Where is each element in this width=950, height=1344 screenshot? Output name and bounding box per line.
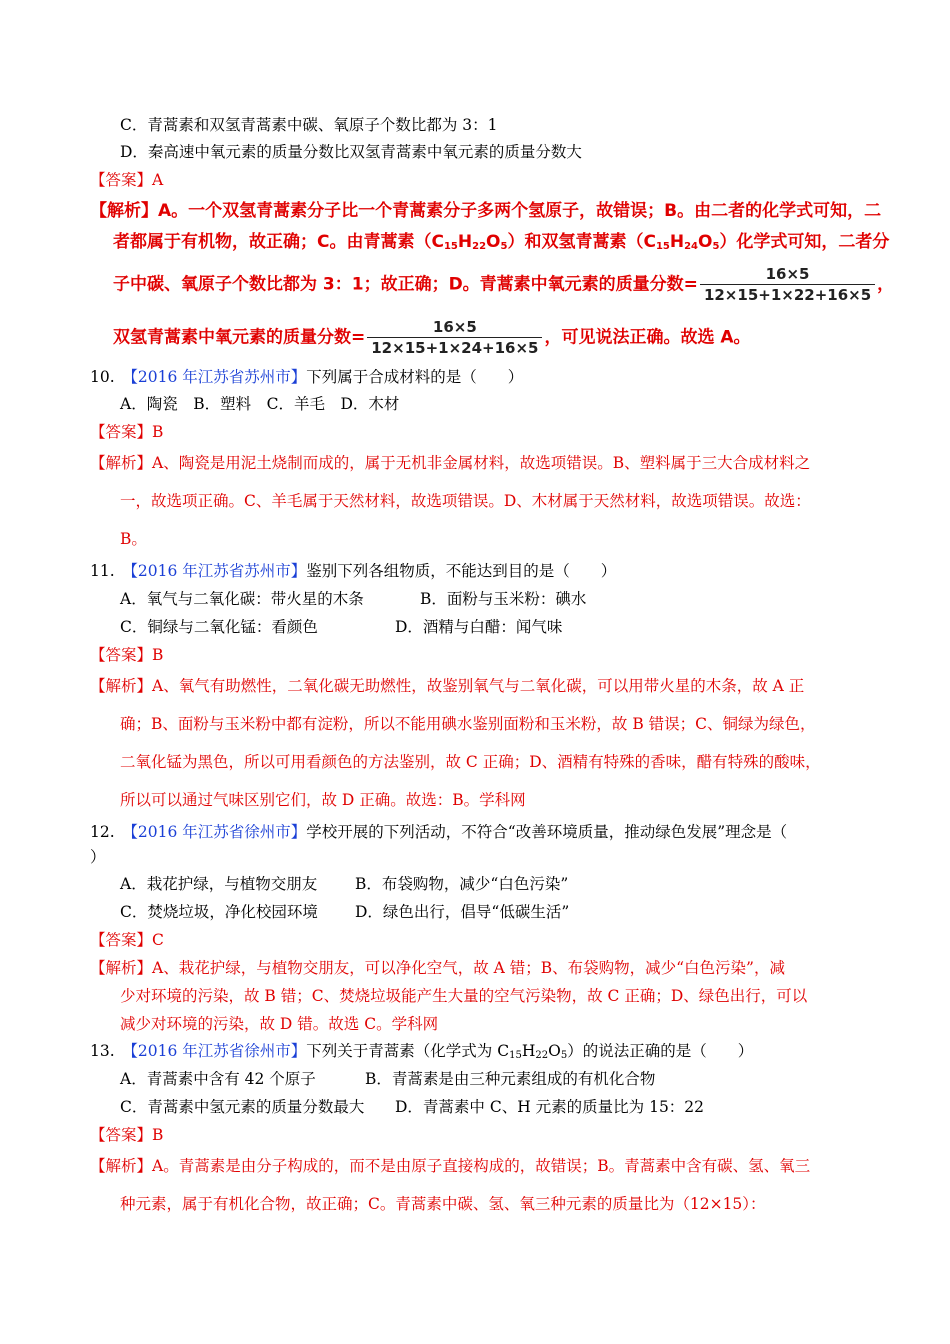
q12-answer: 【答案】C: [90, 931, 164, 949]
fraction-oxygen-dihydro: $\frac{16\times 5}{12\times 15+1\times 24+16\times 5}$: [367, 318, 542, 357]
q11-option-d: D．酒精与白醋：闻气味: [395, 618, 563, 636]
q13-stem: 13. 【2016 年江苏省徐州市】下列关于青蒿素（化学式为 $C_{15}H_{22}O_5$）的说法正确的是（ ）: [90, 1042, 754, 1061]
q11-option-a: A．氧气与二氧化碳：带火星的木条: [120, 590, 364, 608]
q12-stem-end: ）: [90, 848, 106, 866]
q9-analysis-line4: 双氢青蒿素中氧元素的质量分数= $\frac{16\times 5}{12\times 15+1\times 24+16\times 5}$ ，可见说法正确。故选 A。: [113, 318, 751, 357]
q9-analysis-line3: 子中碳、氧原子个数比都为 3：1；故正确；D。青蒿素中氧元素的质量分数= $\frac{16\times 5}{12\times 15+1\times 22+16\times 5}$ ，: [113, 265, 895, 304]
q9-analysis-line2: 者都属于有机物，故正确；C。由青蒿素$(C_{15}H_{22}O_5)$和双氢青蒿素$(C_{15}H_{24}O_5)$化学式可知，二者分: [113, 232, 890, 252]
q10-analysis-line3: B。: [120, 530, 147, 548]
q9-answer: 【答案】A: [90, 171, 164, 189]
q11-option-b: B．面粉与玉米粉：碘水: [420, 590, 587, 608]
q11-option-c: C．铜绿与二氧化锰：看颜色: [120, 618, 318, 636]
q12-analysis-line3: 减少对环境的污染，故 D 错。故选 C。学科网: [120, 1015, 439, 1033]
q11-stem: 11. 【2016 年江苏省苏州市】鉴别下列各组物质，不能达到目的是（ ）: [90, 562, 617, 580]
q11-analysis-line3: 二氧化锰为黑色，所以可用看颜色的方法鉴别，故 C 正确；D、酒精有特殊的香味，醋有特殊的酸味，: [120, 753, 821, 771]
q12-option-a: A．栽花护绿，与植物交朋友: [120, 875, 318, 893]
q9-option-d: D．秦高速中氧元素的质量分数比双氢青蒿素中氧元素的质量分数大: [120, 143, 582, 161]
q12-option-b: B．布袋购物，减少“白色污染”: [355, 875, 569, 893]
q10-stem: 10. 【2016 年江苏省苏州市】下列属于合成材料的是（ ）: [90, 368, 524, 386]
q9-option-c: C．青蒿素和双氢青蒿素中碳、氧原子个数比都为 3：1: [120, 116, 498, 134]
q10-analysis-line2: 一，故选项正确。C、羊毛属于天然材料，故选项错误。D、木材属于天然材料，故选项错误。故选：: [120, 492, 811, 510]
q12-analysis-line2: 少对环境的污染，故 B 错；C、焚烧垃圾能产生大量的空气污染物，故 C 正确；D、绿色出行，可以: [120, 987, 808, 1005]
q13-option-b: B．青蒿素是由三种元素组成的有机化合物: [365, 1070, 656, 1088]
q13-option-d: D．青蒿素中 C、H 元素的质量比为 15：22: [395, 1098, 705, 1116]
q13-source: 【2016 年江苏省徐州市】: [130, 1042, 307, 1060]
q10-answer: 【答案】B: [90, 423, 164, 441]
q11-analysis-line1: 【解析】A、氧气有助燃性，二氧化碳无助燃性，故鉴别氧气与二氧化碳，可以用带火星的木条，故 A 正: [90, 677, 805, 695]
q12-option-c: C．焚烧垃圾，净化校园环境: [120, 903, 318, 921]
q13-option-a: A．青蒿素中含有 42 个原子: [120, 1070, 316, 1088]
q11-analysis-line2: 确；B、面粉与玉米粉中都有淀粉，所以不能用碘水鉴别面粉和玉米粉，故 B 错误；C、铜绿为绿色，: [120, 715, 816, 733]
q11-analysis-line4: 所以可以通过气味区别它们，故 D 正确。故选：B。学科网: [120, 791, 526, 809]
q12-stem: 12. 【2016 年江苏省徐州市】学校开展的下列活动，不符合“改善环境质量，推动绿色发展”理念是（: [90, 823, 788, 841]
q12-analysis-line1: 【解析】A、栽花护绿，与植物交朋友，可以净化空气，故 A 错；B、布袋购物，减少“白色污染”，减: [90, 959, 785, 977]
fraction-oxygen-artemisinin: $\frac{16\times 5}{12\times 15+1\times 22+16\times 5}$: [700, 265, 875, 304]
q13-analysis-line2: 种元素，属于有机化合物，故正确；C。青蒿素中碳、氢、氧三种元素的质量比为（12×15）：: [120, 1195, 766, 1213]
q12-source: 【2016 年江苏省徐州市】: [130, 823, 307, 841]
q9-analysis-line1: 【解析】A。一个双氢青蒿素分子比一个青蒿素分子多两个氢原子，故错误；B。由二者的化学式可知，二: [90, 201, 882, 221]
q10-options: A．陶瓷 B．塑料 C．羊毛 D．木材: [120, 395, 400, 413]
q10-source: 【2016 年江苏省苏州市】: [130, 368, 307, 386]
q13-answer: 【答案】B: [90, 1126, 164, 1144]
q12-option-d: D．绿色出行，倡导“低碳生活”: [355, 903, 570, 921]
q10-analysis-line1: 【解析】A、陶瓷是用泥土烧制而成的，属于无机非金属材料，故选项错误。B、塑料属于三大合成材料之: [90, 454, 811, 472]
q13-analysis-line1: 【解析】A。青蒿素是由分子构成的，而不是由原子直接构成的，故错误；B。青蒿素中含有碳、氢、氧三: [90, 1157, 811, 1175]
q11-answer: 【答案】B: [90, 646, 164, 664]
q11-source: 【2016 年江苏省苏州市】: [130, 562, 307, 580]
q13-option-c: C．青蒿素中氢元素的质量分数最大: [120, 1098, 365, 1116]
